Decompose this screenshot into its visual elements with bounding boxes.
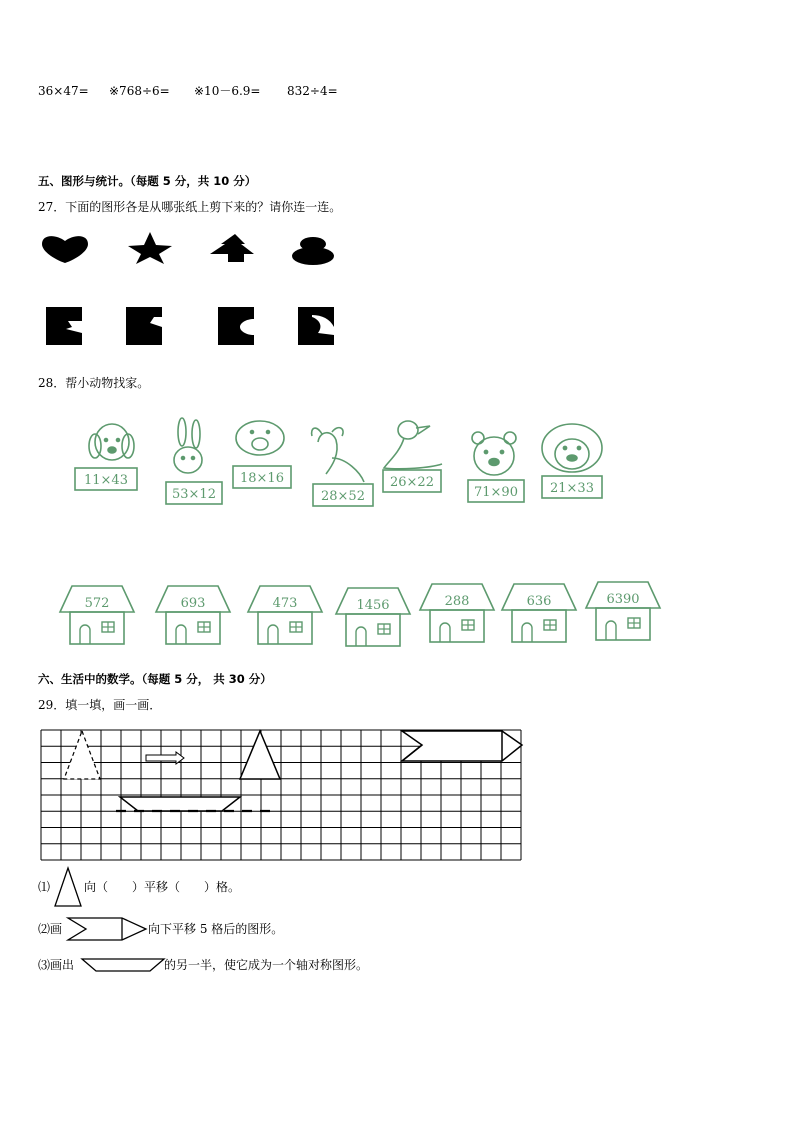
- sub1-text: 向（ ）平移（ ）格。: [84, 880, 241, 894]
- house-6: [502, 584, 576, 642]
- solid-triangle: [240, 731, 280, 779]
- house-2: [156, 586, 230, 644]
- house-number-2: 693: [180, 596, 206, 611]
- section6-heading: 六、生活中的数学。（每题 5 分， 共 30 分）: [38, 672, 272, 686]
- animal-expr-6: 71×90: [474, 485, 518, 500]
- star-shape: [128, 232, 172, 264]
- calc-item-4: 832÷4=: [287, 84, 338, 98]
- question-27: 27．下面的图形各是从哪张纸上剪下来的？请你连一连。: [38, 200, 342, 214]
- house-number-3: 473: [272, 596, 298, 611]
- house-7: [586, 582, 660, 640]
- dashed-triangle: [64, 731, 100, 779]
- animal-expr-5: 26×22: [390, 475, 434, 490]
- sub1-number: ⑴: [38, 880, 51, 894]
- house-1: [60, 586, 134, 644]
- triangle-icon: [54, 866, 84, 908]
- cutout-shapes: [38, 230, 338, 270]
- house-number-6: 636: [526, 594, 552, 609]
- house-4: [336, 588, 410, 646]
- animal-expr-2: 53×12: [172, 487, 216, 502]
- section5-heading: 五、图形与统计。（每题 5 分，共 10 分）: [38, 174, 257, 188]
- half-trapezoid: [120, 797, 240, 811]
- house-number-4: 1456: [356, 598, 390, 613]
- animal-expr-3: 18×16: [240, 471, 284, 486]
- trapezoid-icon: [80, 957, 166, 973]
- animal-expr-7: 21×33: [550, 481, 594, 496]
- paper-sheets: [46, 305, 346, 347]
- question-29: 29．填一填，画一画．: [38, 698, 162, 712]
- house-number-5: 288: [444, 594, 470, 609]
- animal-expr-4: 28×52: [321, 489, 365, 504]
- question-28: 28．帮小动物找家。: [38, 376, 150, 390]
- house-number-1: 572: [84, 596, 110, 611]
- houses-row: [60, 582, 670, 646]
- grid-figure: [40, 729, 524, 861]
- house-3: [248, 586, 322, 644]
- calc-item-3: ※10－6.9=: [194, 84, 261, 98]
- sub3-prefix: ⑶画出: [38, 958, 75, 972]
- heart-shape: [42, 236, 88, 263]
- paper-sheet-1: [46, 307, 82, 345]
- tree-shape: [210, 234, 254, 262]
- sub3-text: 的另一半，使它成为一个轴对称图形。: [164, 958, 369, 972]
- paper-sheet-2: [126, 307, 162, 345]
- calc-item-1: 36×47=: [38, 84, 89, 98]
- chevron-icon: [66, 916, 150, 942]
- sub2-text: 向下平移 5 格后的图形。: [148, 922, 284, 936]
- house-number-7: 6390: [606, 592, 640, 607]
- house-5: [420, 584, 494, 642]
- sub2-prefix: ⑵画: [38, 922, 63, 936]
- snowman-shape: [292, 237, 334, 265]
- calc-item-2: ※768÷6=: [109, 84, 170, 98]
- animal-expr-1: 11×43: [84, 473, 128, 488]
- paper-sheet-4: [298, 307, 334, 345]
- paper-sheet-3: [218, 307, 254, 345]
- animals-row: [70, 418, 630, 518]
